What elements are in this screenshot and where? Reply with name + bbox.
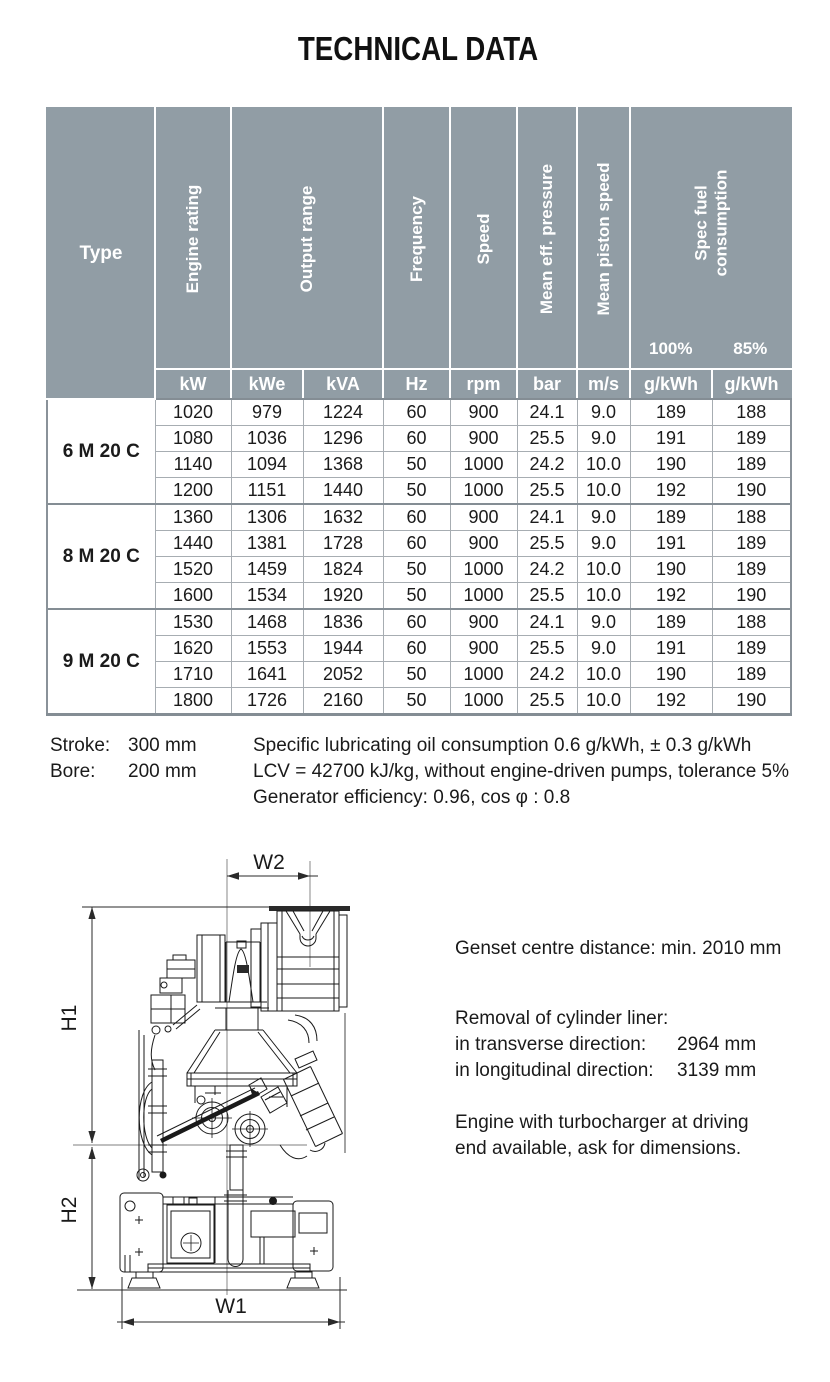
value-cell: 189 bbox=[712, 531, 791, 557]
technical-data-table-wrap bbox=[46, 107, 790, 716]
value-cell: 1000 bbox=[450, 478, 517, 505]
value-cell: 1360 bbox=[155, 504, 231, 531]
value-cell: 10.0 bbox=[577, 688, 630, 715]
longitudinal-label: in longitudinal direction: bbox=[455, 1060, 654, 1081]
value-cell: 1620 bbox=[155, 636, 231, 662]
unit-kw: kW bbox=[155, 369, 231, 399]
removal-title: Removal of cylinder liner: bbox=[455, 1008, 669, 1029]
value-cell: 50 bbox=[383, 688, 450, 715]
value-cell: 10.0 bbox=[577, 662, 630, 688]
value-cell: 1530 bbox=[155, 609, 231, 636]
load-85-label: 85% bbox=[733, 339, 768, 358]
stroke-bore-notes bbox=[50, 733, 250, 785]
spacer bbox=[455, 1084, 825, 1110]
value-cell: 900 bbox=[450, 609, 517, 636]
value-cell: 2160 bbox=[303, 688, 383, 715]
value-cell: 1800 bbox=[155, 688, 231, 715]
table-row bbox=[47, 452, 791, 478]
header-output-range: Output range bbox=[231, 108, 383, 369]
value-cell: 60 bbox=[383, 426, 450, 452]
removal-row-longitudinal bbox=[455, 1058, 825, 1084]
value-cell: 979 bbox=[231, 399, 303, 426]
value-cell: 1000 bbox=[450, 688, 517, 715]
value-cell: 1726 bbox=[231, 688, 303, 715]
value-cell: 1020 bbox=[155, 399, 231, 426]
value-cell: 900 bbox=[450, 531, 517, 557]
genset-distance-note: Genset centre distance: min. 2010 mm bbox=[455, 938, 782, 959]
table-row bbox=[47, 609, 791, 636]
dim-label-h1: H1 bbox=[58, 1004, 81, 1032]
technical-data-table bbox=[46, 107, 792, 716]
value-cell: 1200 bbox=[155, 478, 231, 505]
value-cell: 24.1 bbox=[517, 504, 577, 531]
value-cell: 1000 bbox=[450, 662, 517, 688]
value-cell: 10.0 bbox=[577, 452, 630, 478]
value-cell: 24.1 bbox=[517, 609, 577, 636]
value-cell: 1140 bbox=[155, 452, 231, 478]
value-cell: 25.5 bbox=[517, 636, 577, 662]
value-cell: 60 bbox=[383, 609, 450, 636]
table-row bbox=[47, 478, 791, 505]
note-lube-oil: Specific lubricating oil consumption 0.6 g/kWh, ± 0.3 g/kWh bbox=[253, 735, 752, 756]
value-cell: 10.0 bbox=[577, 557, 630, 583]
value-cell: 190 bbox=[630, 452, 712, 478]
page-title-wrap bbox=[46, 30, 790, 68]
value-cell: 1710 bbox=[155, 662, 231, 688]
value-cell: 191 bbox=[630, 636, 712, 662]
value-cell: 1224 bbox=[303, 399, 383, 426]
stroke-note bbox=[50, 733, 250, 759]
value-cell: 188 bbox=[712, 609, 791, 636]
spacer bbox=[455, 962, 825, 1006]
value-cell: 1381 bbox=[231, 531, 303, 557]
transverse-label: in transverse direction: bbox=[455, 1034, 647, 1055]
value-cell: 24.2 bbox=[517, 662, 577, 688]
value-cell: 9.0 bbox=[577, 531, 630, 557]
engine-type-cell: 8 M 20 C bbox=[47, 504, 155, 609]
value-cell: 1632 bbox=[303, 504, 383, 531]
stroke-label: Stroke: bbox=[50, 735, 111, 756]
header-mean-piston-speed: Mean piston speed bbox=[577, 108, 630, 369]
value-cell: 9.0 bbox=[577, 609, 630, 636]
value-cell: 9.0 bbox=[577, 504, 630, 531]
value-cell: 24.1 bbox=[517, 399, 577, 426]
value-cell: 1296 bbox=[303, 426, 383, 452]
general-notes bbox=[253, 733, 813, 811]
note-lcv: LCV = 42700 kJ/kg, without engine-driven pumps, tolerance 5% bbox=[253, 761, 790, 782]
value-cell: 191 bbox=[630, 531, 712, 557]
value-cell: 190 bbox=[712, 583, 791, 610]
value-cell: 1459 bbox=[231, 557, 303, 583]
unit-kva: kVA bbox=[303, 369, 383, 399]
value-cell: 50 bbox=[383, 557, 450, 583]
value-cell: 1440 bbox=[155, 531, 231, 557]
value-cell: 192 bbox=[630, 688, 712, 715]
value-cell: 190 bbox=[630, 557, 712, 583]
value-cell: 60 bbox=[383, 531, 450, 557]
table-row bbox=[47, 399, 791, 426]
value-cell: 9.0 bbox=[577, 399, 630, 426]
unit-rpm: rpm bbox=[450, 369, 517, 399]
value-cell: 10.0 bbox=[577, 583, 630, 610]
value-cell: 25.5 bbox=[517, 688, 577, 715]
value-cell: 189 bbox=[712, 662, 791, 688]
value-cell: 192 bbox=[630, 583, 712, 610]
value-cell: 1944 bbox=[303, 636, 383, 662]
engine-dimension-drawing bbox=[55, 845, 445, 1345]
value-cell: 189 bbox=[630, 399, 712, 426]
unit-kwe: kWe bbox=[231, 369, 303, 399]
value-cell: 50 bbox=[383, 662, 450, 688]
value-cell: 24.2 bbox=[517, 557, 577, 583]
table-row bbox=[47, 688, 791, 715]
unit-gkwh-100: g/kWh bbox=[630, 369, 712, 399]
value-cell: 900 bbox=[450, 636, 517, 662]
note-generator-efficiency: Generator efficiency: 0.96, cos φ : 0.8 bbox=[253, 787, 571, 808]
value-cell: 190 bbox=[630, 662, 712, 688]
value-cell: 60 bbox=[383, 636, 450, 662]
value-cell: 1520 bbox=[155, 557, 231, 583]
longitudinal-value: 3139 mm bbox=[677, 1060, 757, 1081]
table-row bbox=[47, 662, 791, 688]
unit-ms: m/s bbox=[577, 369, 630, 399]
value-cell: 188 bbox=[712, 504, 791, 531]
value-cell: 188 bbox=[712, 399, 791, 426]
value-cell: 192 bbox=[630, 478, 712, 505]
value-cell: 1468 bbox=[231, 609, 303, 636]
value-cell: 2052 bbox=[303, 662, 383, 688]
value-cell: 1000 bbox=[450, 452, 517, 478]
value-cell: 50 bbox=[383, 583, 450, 610]
load-100-label: 100% bbox=[649, 339, 693, 358]
value-cell: 190 bbox=[712, 688, 791, 715]
removal-row-transverse bbox=[455, 1032, 825, 1058]
engine-type-cell: 6 M 20 C bbox=[47, 399, 155, 504]
header-frequency: Frequency bbox=[383, 108, 450, 369]
dim-label-h2: H2 bbox=[58, 1196, 81, 1224]
unit-bar: bar bbox=[517, 369, 577, 399]
value-cell: 1368 bbox=[303, 452, 383, 478]
value-cell: 1000 bbox=[450, 557, 517, 583]
bore-value: 200 mm bbox=[128, 761, 197, 782]
header-speed: Speed bbox=[450, 108, 517, 369]
value-cell: 189 bbox=[630, 609, 712, 636]
table-row bbox=[47, 504, 791, 531]
turbo-note-line2: end available, ask for dimensions. bbox=[455, 1138, 742, 1159]
header-type: Type bbox=[47, 108, 155, 399]
value-cell: 190 bbox=[712, 478, 791, 505]
table-row bbox=[47, 583, 791, 610]
value-cell: 50 bbox=[383, 452, 450, 478]
value-cell: 1824 bbox=[303, 557, 383, 583]
value-cell: 1600 bbox=[155, 583, 231, 610]
load-percent-row bbox=[631, 339, 790, 359]
side-info bbox=[455, 936, 825, 1162]
value-cell: 189 bbox=[712, 452, 791, 478]
value-cell: 191 bbox=[630, 426, 712, 452]
table-row bbox=[47, 636, 791, 662]
value-cell: 25.5 bbox=[517, 426, 577, 452]
value-cell: 900 bbox=[450, 426, 517, 452]
value-cell: 10.0 bbox=[577, 478, 630, 505]
value-cell: 25.5 bbox=[517, 531, 577, 557]
value-cell: 1306 bbox=[231, 504, 303, 531]
table-row bbox=[47, 426, 791, 452]
value-cell: 189 bbox=[712, 557, 791, 583]
value-cell: 24.2 bbox=[517, 452, 577, 478]
value-cell: 1080 bbox=[155, 426, 231, 452]
value-cell: 189 bbox=[712, 636, 791, 662]
value-cell: 1151 bbox=[231, 478, 303, 505]
bore-note bbox=[50, 759, 250, 785]
header-engine-rating: Engine rating bbox=[155, 108, 231, 369]
value-cell: 1000 bbox=[450, 583, 517, 610]
transverse-value: 2964 mm bbox=[677, 1034, 757, 1055]
value-cell: 1440 bbox=[303, 478, 383, 505]
value-cell: 25.5 bbox=[517, 478, 577, 505]
unit-gkwh-85: g/kWh bbox=[712, 369, 791, 399]
turbo-note-line1: Engine with turbocharger at driving bbox=[455, 1112, 749, 1133]
value-cell: 900 bbox=[450, 399, 517, 426]
table-row bbox=[47, 557, 791, 583]
engine-outline bbox=[120, 906, 350, 1288]
value-cell: 189 bbox=[712, 426, 791, 452]
value-cell: 1553 bbox=[231, 636, 303, 662]
header-spec-fuel-consumption: Spec fuel consumption 100% 85% bbox=[630, 108, 791, 369]
stroke-value: 300 mm bbox=[128, 735, 197, 756]
value-cell: 1836 bbox=[303, 609, 383, 636]
header-row-units bbox=[47, 369, 791, 399]
header-mean-eff-pressure: Mean eff. pressure bbox=[517, 108, 577, 369]
value-cell: 189 bbox=[630, 504, 712, 531]
value-cell: 50 bbox=[383, 478, 450, 505]
value-cell: 1036 bbox=[231, 426, 303, 452]
unit-hz: Hz bbox=[383, 369, 450, 399]
dim-label-w1: W1 bbox=[215, 1295, 247, 1318]
table-row bbox=[47, 531, 791, 557]
value-cell: 900 bbox=[450, 504, 517, 531]
value-cell: 9.0 bbox=[577, 636, 630, 662]
dim-label-w2: W2 bbox=[253, 851, 285, 874]
value-cell: 1728 bbox=[303, 531, 383, 557]
engine-type-cell: 9 M 20 C bbox=[47, 609, 155, 715]
header-row-main bbox=[47, 108, 791, 369]
value-cell: 25.5 bbox=[517, 583, 577, 610]
value-cell: 1094 bbox=[231, 452, 303, 478]
bore-label: Bore: bbox=[50, 761, 96, 782]
value-cell: 1641 bbox=[231, 662, 303, 688]
value-cell: 9.0 bbox=[577, 426, 630, 452]
value-cell: 60 bbox=[383, 504, 450, 531]
value-cell: 60 bbox=[383, 399, 450, 426]
value-cell: 1920 bbox=[303, 583, 383, 610]
table-body bbox=[47, 399, 791, 715]
value-cell: 1534 bbox=[231, 583, 303, 610]
page-title: TECHNICAL DATA bbox=[297, 30, 539, 67]
